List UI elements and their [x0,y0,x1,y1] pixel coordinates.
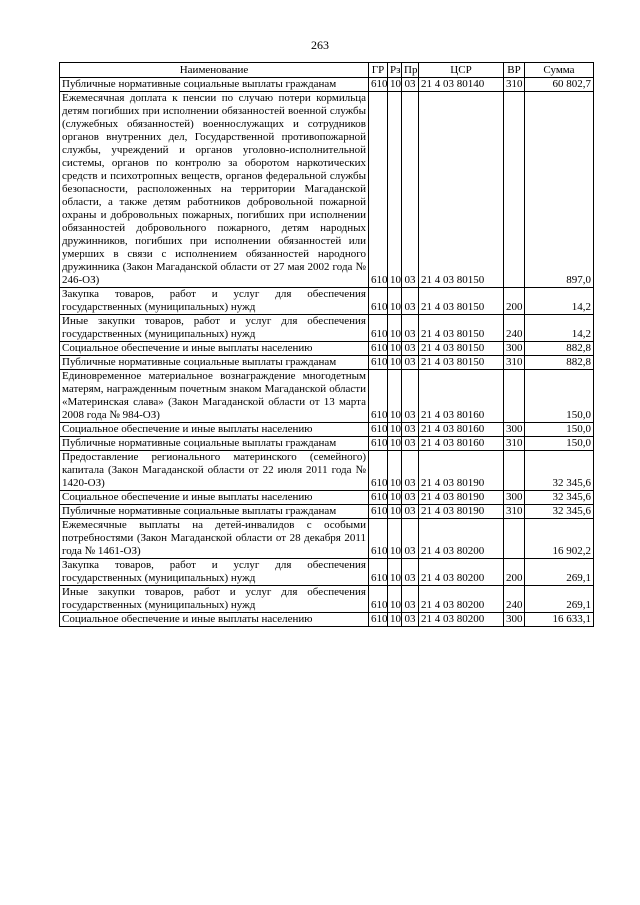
cell-sum: 16 902,2 [525,519,594,559]
cell-name: Ежемесячные выплаты на детей-инвалидов с особыми потребностями (Закон Магаданской области от 28 декабря 2011 года № 1461-ОЗ) [60,519,369,559]
cell-pr: 03 [402,451,419,491]
cell-name: Единовременное материальное вознаграждение многодетным матерям, награжденным почетным знаком Магаданской области «Материнская слава» (Закон Магаданской области от 13 марта 2008 года № 984-ОЗ) [60,370,369,423]
table-row [60,423,594,437]
cell-vr: 200 [504,559,525,586]
cell-sum: 32 345,6 [525,491,594,505]
cell-rz: 10 [388,315,402,342]
cell-csr: 21 4 03 80150 [419,342,504,356]
cell-gr: 610 [369,586,388,613]
cell-pr: 03 [402,613,419,627]
cell-name: Иные закупки товаров, работ и услуг для обеспечения государственных (муниципальных) нужд [60,586,369,613]
cell-gr: 610 [369,356,388,370]
cell-sum: 150,0 [525,437,594,451]
table-row [60,437,594,451]
cell-name: Предоставление регионального материнского (семейного) капитала (Закон Магаданской области от 22 июля 2011 года № 1420-ОЗ) [60,451,369,491]
cell-gr: 610 [369,613,388,627]
cell-sum: 269,1 [525,586,594,613]
cell-rz: 10 [388,423,402,437]
cell-pr: 03 [402,370,419,423]
header-vr: ВР [504,63,525,78]
cell-gr: 610 [369,559,388,586]
cell-rz: 10 [388,505,402,519]
cell-vr: 310 [504,356,525,370]
cell-rz: 10 [388,356,402,370]
cell-rz: 10 [388,288,402,315]
cell-gr: 610 [369,491,388,505]
cell-gr: 610 [369,423,388,437]
cell-csr: 21 4 03 80150 [419,356,504,370]
cell-name: Социальное обеспечение и иные выплаты населению [60,613,369,627]
cell-sum: 150,0 [525,370,594,423]
cell-csr: 21 4 03 80200 [419,559,504,586]
table-row [60,342,594,356]
cell-rz: 10 [388,613,402,627]
table-row [60,356,594,370]
cell-vr: 240 [504,315,525,342]
table-body [60,78,594,627]
cell-gr: 610 [369,342,388,356]
cell-name: Социальное обеспечение и иные выплаты населению [60,491,369,505]
table-row [60,505,594,519]
cell-name: Публичные нормативные социальные выплаты гражданам [60,437,369,451]
table-header-row [60,63,594,78]
cell-vr [504,92,525,288]
cell-name: Закупка товаров, работ и услуг для обеспечения государственных (муниципальных) нужд [60,288,369,315]
cell-sum: 16 633,1 [525,613,594,627]
cell-name: Публичные нормативные социальные выплаты гражданам [60,356,369,370]
cell-pr: 03 [402,423,419,437]
cell-sum: 269,1 [525,559,594,586]
cell-sum: 14,2 [525,288,594,315]
cell-rz: 10 [388,491,402,505]
table-row [60,78,594,92]
cell-pr: 03 [402,92,419,288]
cell-sum: 150,0 [525,423,594,437]
budget-table [59,62,594,627]
table-row [60,491,594,505]
header-rz: Рз [388,63,402,78]
cell-name: Иные закупки товаров, работ и услуг для обеспечения государственных (муниципальных) нужд [60,315,369,342]
cell-pr: 03 [402,342,419,356]
cell-vr: 200 [504,288,525,315]
cell-name: Публичные нормативные социальные выплаты гражданам [60,78,369,92]
cell-pr: 03 [402,315,419,342]
cell-sum: 897,0 [525,92,594,288]
cell-vr [504,451,525,491]
cell-csr: 21 4 03 80160 [419,423,504,437]
cell-vr: 310 [504,505,525,519]
cell-pr: 03 [402,437,419,451]
table-row [60,451,594,491]
cell-csr: 21 4 03 80160 [419,437,504,451]
cell-csr: 21 4 03 80150 [419,315,504,342]
cell-gr: 610 [369,370,388,423]
cell-csr: 21 4 03 80150 [419,92,504,288]
cell-gr: 610 [369,288,388,315]
cell-name: Закупка товаров, работ и услуг для обеспечения государственных (муниципальных) нужд [60,559,369,586]
header-gr: ГР [369,63,388,78]
table-row [60,586,594,613]
cell-name: Ежемесячная доплата к пенсии по случаю потери кормильца детям погибших при исполнении обязанностей военной службы (служебных обязанностей) военнослужащих и сотрудников органов внутренних дел, Государственной противопожарной службы, учреждений и органов уголовно-исполнительной системы, органов по контролю за оборотом наркотических средств и психотропных веществ, органов федеральной службы безопасности, расположенных на территории Магаданской области, а также детям работников добровольной пожарной охраны и добровольных пожарных, погибших при исполнении обязанностей добровольного пожарного, детям народных дружинников, погибших при исполнении обязанностей или умерших в связи с исполнением обязанностей народного дружинника (Закон Магаданской области от 27 мая 2002 года № 246-ОЗ) [60,92,369,288]
header-sum: Сумма [525,63,594,78]
cell-vr: 240 [504,586,525,613]
cell-vr: 300 [504,613,525,627]
cell-vr [504,519,525,559]
cell-gr: 610 [369,519,388,559]
cell-sum: 32 345,6 [525,451,594,491]
cell-csr: 21 4 03 80200 [419,519,504,559]
cell-gr: 610 [369,315,388,342]
cell-pr: 03 [402,491,419,505]
cell-vr: 300 [504,491,525,505]
cell-vr: 300 [504,342,525,356]
cell-rz: 10 [388,78,402,92]
header-csr: ЦСР [419,63,504,78]
cell-csr: 21 4 03 80200 [419,613,504,627]
cell-gr: 610 [369,451,388,491]
cell-csr: 21 4 03 80190 [419,505,504,519]
cell-rz: 10 [388,92,402,288]
cell-pr: 03 [402,356,419,370]
cell-name: Социальное обеспечение и иные выплаты населению [60,423,369,437]
cell-sum: 60 802,7 [525,78,594,92]
table-row [60,288,594,315]
cell-name: Социальное обеспечение и иные выплаты населению [60,342,369,356]
cell-rz: 10 [388,586,402,613]
cell-sum: 14,2 [525,315,594,342]
cell-pr: 03 [402,519,419,559]
cell-pr: 03 [402,586,419,613]
cell-rz: 10 [388,451,402,491]
cell-sum: 32 345,6 [525,505,594,519]
cell-name: Публичные нормативные социальные выплаты гражданам [60,505,369,519]
cell-vr [504,370,525,423]
cell-gr: 610 [369,92,388,288]
cell-rz: 10 [388,437,402,451]
cell-sum: 882,8 [525,356,594,370]
table-row [60,370,594,423]
cell-vr: 310 [504,437,525,451]
cell-pr: 03 [402,78,419,92]
cell-csr: 21 4 03 80200 [419,586,504,613]
header-name: Наименование [60,63,369,78]
cell-csr: 21 4 03 80150 [419,288,504,315]
cell-rz: 10 [388,370,402,423]
table-row [60,559,594,586]
cell-csr: 21 4 03 80140 [419,78,504,92]
header-pr: Пр [402,63,419,78]
table-row [60,519,594,559]
cell-vr: 300 [504,423,525,437]
cell-sum: 882,8 [525,342,594,356]
cell-csr: 21 4 03 80190 [419,491,504,505]
cell-gr: 610 [369,78,388,92]
cell-gr: 610 [369,437,388,451]
page-number: 263 [311,38,329,52]
cell-gr: 610 [369,505,388,519]
cell-csr: 21 4 03 80160 [419,370,504,423]
cell-csr: 21 4 03 80190 [419,451,504,491]
cell-rz: 10 [388,519,402,559]
cell-rz: 10 [388,559,402,586]
cell-pr: 03 [402,505,419,519]
cell-rz: 10 [388,342,402,356]
table-row [60,92,594,288]
cell-pr: 03 [402,559,419,586]
table-row [60,315,594,342]
table-row [60,613,594,627]
cell-pr: 03 [402,288,419,315]
cell-vr: 310 [504,78,525,92]
